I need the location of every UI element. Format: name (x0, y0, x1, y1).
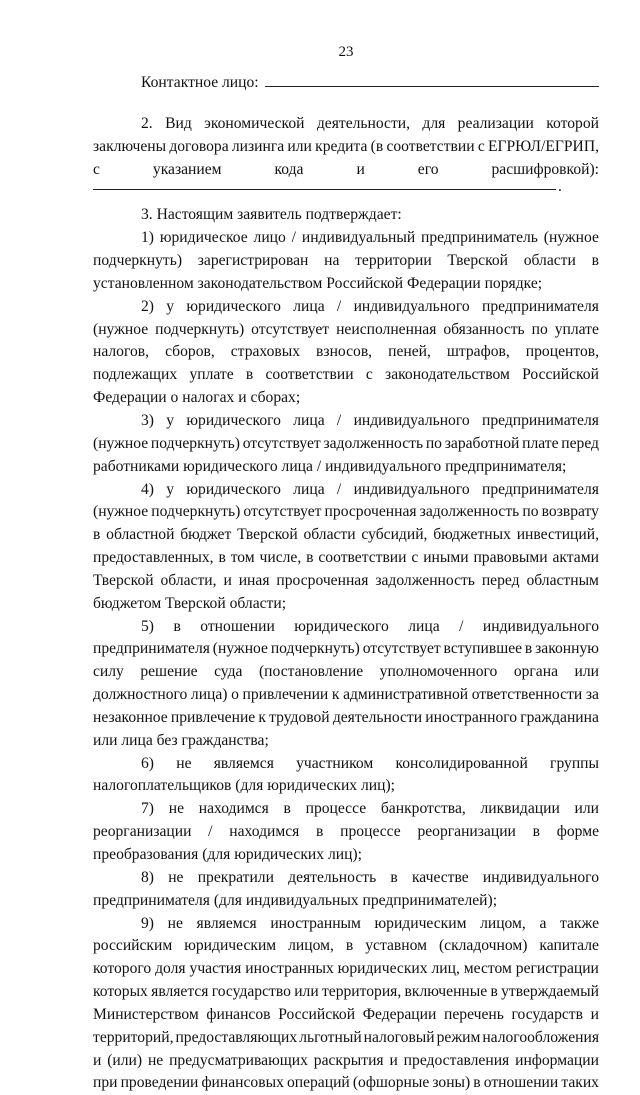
text-line (93, 684, 599, 707)
word: финансовых (201, 1074, 284, 1092)
word: областным (526, 571, 599, 589)
word: привлечение (170, 708, 256, 726)
word: которых (93, 983, 148, 1001)
text-line (93, 707, 599, 730)
word: 6) (141, 754, 154, 772)
word: областной (106, 526, 175, 544)
word: отношении (200, 617, 275, 635)
word: инвестиций, (516, 526, 599, 544)
word: Вид (165, 115, 192, 132)
word: юридическим (374, 914, 467, 932)
word: лизинга (231, 137, 285, 155)
section-2-line-2 (93, 136, 599, 159)
word: процессе (305, 800, 367, 818)
word: / (291, 229, 296, 247)
word: 5) (141, 617, 154, 635)
word: 7) (141, 800, 154, 818)
word: правовыми (473, 549, 548, 567)
word: уполномоченного (379, 663, 498, 681)
word: том (230, 549, 255, 567)
word: для (422, 115, 446, 132)
text-line (93, 570, 599, 593)
word: лиц, (431, 960, 460, 978)
word: лица) (190, 686, 228, 704)
word: подчеркнуть) (93, 252, 183, 270)
word: налогообложения (482, 1028, 599, 1046)
word: субсидий, (361, 526, 428, 544)
word: подчеркнуть) (155, 320, 245, 338)
word: лица (293, 297, 325, 315)
text-line: или лица без гражданства; (93, 731, 269, 749)
section-2-underline (93, 189, 556, 190)
word: трудовой (269, 708, 330, 726)
word: индивидуального (482, 617, 599, 635)
word: участником (296, 754, 374, 772)
word: предпринимателя (481, 411, 599, 429)
word: налоговый (363, 1028, 435, 1046)
word: деятельность (288, 868, 377, 886)
word: у (166, 297, 175, 315)
word: области (303, 526, 356, 544)
word: в (218, 549, 226, 567)
word: отсутствует (362, 640, 441, 658)
word: и (93, 1051, 102, 1069)
text-line (93, 501, 599, 524)
word: у (166, 411, 175, 429)
word: договора (169, 137, 229, 155)
word: местом (463, 960, 512, 978)
text-line (93, 479, 599, 502)
word: находимся (229, 823, 300, 841)
text-line (93, 524, 599, 547)
text-line (93, 1027, 599, 1050)
word: подчеркнуть) (150, 434, 240, 452)
word: юридическое (159, 229, 248, 247)
word: соответствии (318, 549, 407, 567)
word: иная (238, 571, 270, 589)
word: / (208, 823, 213, 841)
word: индивидуального (353, 297, 470, 315)
word: уставном (365, 937, 427, 955)
text-line (93, 958, 599, 981)
text-line: установленном законодательством Российской Федерации порядке; (93, 274, 543, 292)
word: иностранных (245, 960, 334, 978)
word: юридического (294, 617, 389, 635)
word: (нужное (93, 320, 149, 338)
word: (в (370, 137, 384, 155)
contact-person-blank-line (265, 72, 599, 87)
word: предусматривающих (169, 1051, 308, 1069)
word: также (560, 914, 599, 932)
word: регистрации (515, 960, 599, 978)
word: 9) (141, 914, 154, 932)
word: предпринимателя (481, 480, 599, 498)
word: капитале (539, 937, 599, 955)
word: не (176, 754, 192, 772)
word: которой (546, 115, 599, 132)
word: Министерством (93, 1005, 199, 1023)
word: с (411, 549, 419, 567)
word: в (490, 983, 498, 1001)
word: (нужное (212, 640, 268, 658)
word: перечень (444, 1005, 504, 1023)
word: находимся (198, 800, 269, 818)
word: / (336, 297, 342, 315)
word: перед (481, 571, 520, 589)
word: неисполненная (336, 320, 437, 338)
word: расшифровкой): (491, 160, 599, 178)
word: при (93, 1074, 118, 1092)
word: юридического (186, 480, 281, 498)
word: у (166, 480, 175, 498)
text-line: налогоплательщиков (для юридических лиц); (93, 777, 395, 795)
text-line (93, 1050, 599, 1073)
word: области, (160, 571, 217, 589)
word: ликвидации (480, 800, 560, 818)
word: просроченная (276, 571, 369, 589)
word: бюджет (180, 526, 232, 544)
word: не (167, 914, 183, 932)
word: 4) (141, 480, 154, 498)
word: в (93, 526, 101, 544)
word: индивидуальный (301, 229, 416, 247)
word: (офшорные (352, 1074, 430, 1092)
word: индивидуального (353, 411, 470, 429)
word: предпринимателя (93, 640, 210, 658)
word: доля (155, 960, 186, 978)
word: прекратили (197, 868, 274, 886)
word: и (590, 1005, 599, 1023)
word: в (306, 549, 314, 567)
word: форме (556, 823, 599, 841)
word: операций (286, 1074, 350, 1092)
word: государств (511, 1005, 583, 1023)
word: предпринимателя (481, 297, 599, 315)
word: юридического (186, 297, 281, 315)
word: 2) (141, 297, 154, 315)
word: заключены (93, 137, 167, 155)
text-line (93, 661, 599, 684)
word: таких (561, 1074, 599, 1092)
word: к (331, 686, 340, 704)
word: штрафов, (446, 343, 510, 361)
word: к (258, 708, 266, 726)
word: лица (293, 411, 325, 429)
word: в (524, 640, 533, 658)
word: административной (343, 686, 469, 704)
word: финансов (206, 1005, 271, 1023)
word: иными (423, 549, 469, 567)
word: задолженность (323, 434, 424, 452)
text-line (93, 1004, 599, 1027)
word: лицом, (288, 937, 334, 955)
word: предоставляющих (175, 1028, 298, 1046)
word: с (477, 137, 485, 155)
word: / (336, 480, 342, 498)
word: актами (552, 549, 599, 567)
word: ответственности (471, 686, 583, 704)
word: с (365, 366, 373, 384)
text-line (93, 341, 599, 364)
word: заработной (444, 434, 520, 452)
text-line (93, 981, 599, 1004)
word: деятельности (332, 708, 423, 726)
word: которого (93, 960, 152, 978)
word: бюджетных (433, 526, 511, 544)
word: указанием (152, 160, 222, 178)
word: / (336, 411, 342, 429)
word: российским (93, 937, 173, 955)
word: привлечении (242, 686, 329, 704)
word: кредита (315, 137, 368, 155)
word: по (425, 434, 442, 452)
word: территорий, (93, 1028, 174, 1046)
word: в (245, 366, 254, 384)
word: соответствии (265, 366, 354, 384)
word: Тверской (93, 571, 154, 589)
text-line (93, 798, 599, 821)
word: налогов, (93, 343, 150, 361)
text-line (93, 913, 599, 936)
word: лицом, (480, 914, 526, 932)
text-line (93, 319, 599, 342)
word: являемся (196, 914, 257, 932)
word: или (574, 800, 599, 818)
word: или (287, 137, 312, 155)
word: (нужное (93, 434, 149, 452)
word: просроченная (324, 503, 417, 521)
section-2-line-3 (93, 159, 599, 182)
word: уплате (189, 366, 234, 384)
word: 1) (141, 229, 154, 247)
word: в (591, 252, 599, 270)
word: или (574, 663, 599, 681)
text-line: работниками юридического лица / индивидуального предпринимателя; (93, 457, 567, 475)
text-line (93, 1072, 599, 1095)
word: предоставления (403, 1051, 510, 1069)
word: не (168, 800, 184, 818)
word: иностранным (270, 914, 361, 932)
word: по (522, 503, 539, 521)
text-line (93, 867, 599, 890)
text-line: преобразования (для юридических лиц); (93, 846, 362, 863)
word: плате (522, 434, 559, 452)
word: отношении (483, 1074, 559, 1092)
word: информации (515, 1051, 599, 1069)
word: иностранного (425, 708, 518, 726)
word: консолидированной (395, 754, 528, 772)
word: не (147, 1051, 164, 1069)
text-line (93, 433, 599, 456)
section-2-blank-line (93, 177, 599, 205)
text-line (93, 547, 599, 570)
word: или (294, 983, 319, 1001)
word: подчеркнуть) (151, 503, 241, 521)
word: о (231, 686, 239, 704)
text-line (93, 250, 599, 273)
text-line (93, 821, 599, 844)
word: по (531, 320, 548, 338)
word: (нужное (543, 229, 599, 247)
word: предоставленных, (93, 549, 214, 567)
word: обязанность (443, 320, 525, 338)
word: пеней, (388, 343, 431, 361)
word: на (324, 252, 340, 270)
word: ЕГРЮЛ/ЕГРИП, (487, 137, 599, 155)
word: юридического (186, 411, 281, 429)
word: в (173, 617, 181, 635)
word: решение (140, 663, 198, 681)
word: гражданина (520, 708, 599, 726)
word: в (473, 1074, 481, 1092)
word: уплате (554, 320, 599, 338)
word: реорганизации (93, 823, 192, 841)
word: проведении (120, 1074, 199, 1092)
contact-person-row (141, 72, 599, 92)
word: процессе (340, 823, 401, 841)
word: лицо (253, 229, 286, 247)
word: органа (513, 663, 558, 681)
word: качестве (411, 868, 469, 886)
section-3-title: 3. Настоящим заявитель подтверждает: (141, 206, 402, 224)
word: Тверской (237, 526, 298, 544)
text-line: Федерации о налогах и сборах; (93, 389, 301, 407)
word: режим (436, 1028, 481, 1046)
word: задолженность (419, 503, 520, 521)
word: в (345, 937, 354, 955)
word: его (417, 160, 439, 178)
word: незаконное (93, 708, 168, 726)
section-2-line-1 (93, 113, 599, 136)
text-line: бюджетом Тверской области; (93, 594, 287, 612)
word: процентов, (525, 343, 599, 361)
page-number: 23 (338, 44, 354, 60)
word: государство (211, 983, 291, 1001)
word: отсутствует (243, 503, 322, 521)
section-3-items (93, 227, 599, 1095)
word: реорганизации (417, 823, 516, 841)
text-line (93, 410, 599, 433)
word: юридических (337, 960, 428, 978)
word: банкротства, (380, 800, 466, 818)
word: отсутствует (251, 320, 330, 338)
word: зоны) (432, 1074, 471, 1092)
word: за (585, 686, 599, 704)
word: индивидуального (353, 480, 470, 498)
word: суда (214, 663, 243, 681)
word: задолженность (375, 571, 475, 589)
word: реализации (457, 115, 534, 132)
text-line (93, 364, 599, 387)
word: числе, (259, 549, 302, 567)
word: является (151, 983, 209, 1001)
word: законодательством (385, 366, 510, 384)
word: / (459, 617, 464, 635)
word: территория, (321, 983, 402, 1001)
word: в (316, 823, 324, 841)
word: лица (408, 617, 440, 635)
word: в (390, 868, 398, 886)
word: включенные (404, 983, 488, 1001)
word: Российской (278, 1005, 356, 1023)
text-line: предпринимателя (для индивидуальных предпринимателей); (93, 891, 498, 909)
word: (складочном) (438, 937, 528, 955)
word: 3) (141, 411, 154, 429)
word: являемся (213, 754, 274, 772)
word: лица (293, 480, 325, 498)
word: сборов, (165, 343, 215, 361)
word: (постановление (258, 663, 364, 681)
word: льготный (299, 1028, 362, 1046)
word: Тверской (447, 252, 508, 270)
word: силу (93, 663, 124, 681)
word: 2. (141, 115, 153, 132)
word: кода (274, 160, 304, 178)
word: в (532, 823, 540, 841)
section-2-end-dot: . (558, 177, 562, 195)
text-line (93, 616, 599, 639)
word: Федерации (362, 1005, 437, 1023)
word: должностного (93, 686, 188, 704)
word: области (523, 252, 576, 270)
word: экономической (204, 115, 305, 132)
word: страховых (230, 343, 301, 361)
word: группы (550, 754, 599, 772)
word: подчеркнуть) (270, 640, 360, 658)
word: и (223, 571, 232, 589)
word: 8) (141, 868, 154, 886)
word: перед (561, 434, 599, 452)
word: утверждаемый (501, 983, 599, 1001)
word: законную (535, 640, 599, 658)
word: индивидуального (482, 868, 599, 886)
word: юридическим (184, 937, 277, 955)
word: и (356, 160, 365, 178)
word: в (283, 800, 291, 818)
word: территории (355, 252, 432, 270)
word: предприниматель (421, 229, 538, 247)
text-line (93, 753, 599, 776)
word: вступившее (443, 640, 523, 658)
word: деятельности, (316, 115, 411, 132)
contact-person-label: Контактное лицо: (141, 74, 259, 91)
text-line (93, 935, 599, 958)
word: и (389, 1051, 398, 1069)
word: подлежащих (93, 366, 178, 384)
text-line (93, 296, 599, 319)
word: не (168, 868, 184, 886)
word: (нужное (93, 503, 149, 521)
text-line (93, 638, 599, 661)
text-line (93, 227, 599, 250)
document-body (93, 113, 599, 1095)
word: участия (189, 960, 242, 978)
word: взносов, (316, 343, 373, 361)
word: (или) (107, 1051, 143, 1069)
word: с (93, 160, 100, 178)
word: а (539, 914, 547, 932)
word: зарегистрирован (197, 252, 309, 270)
word: отсутствует (242, 434, 321, 452)
word: Российской (522, 366, 599, 384)
word: раскрытия (313, 1051, 384, 1069)
word: соответствии (386, 137, 475, 155)
word: возврату (541, 503, 599, 521)
